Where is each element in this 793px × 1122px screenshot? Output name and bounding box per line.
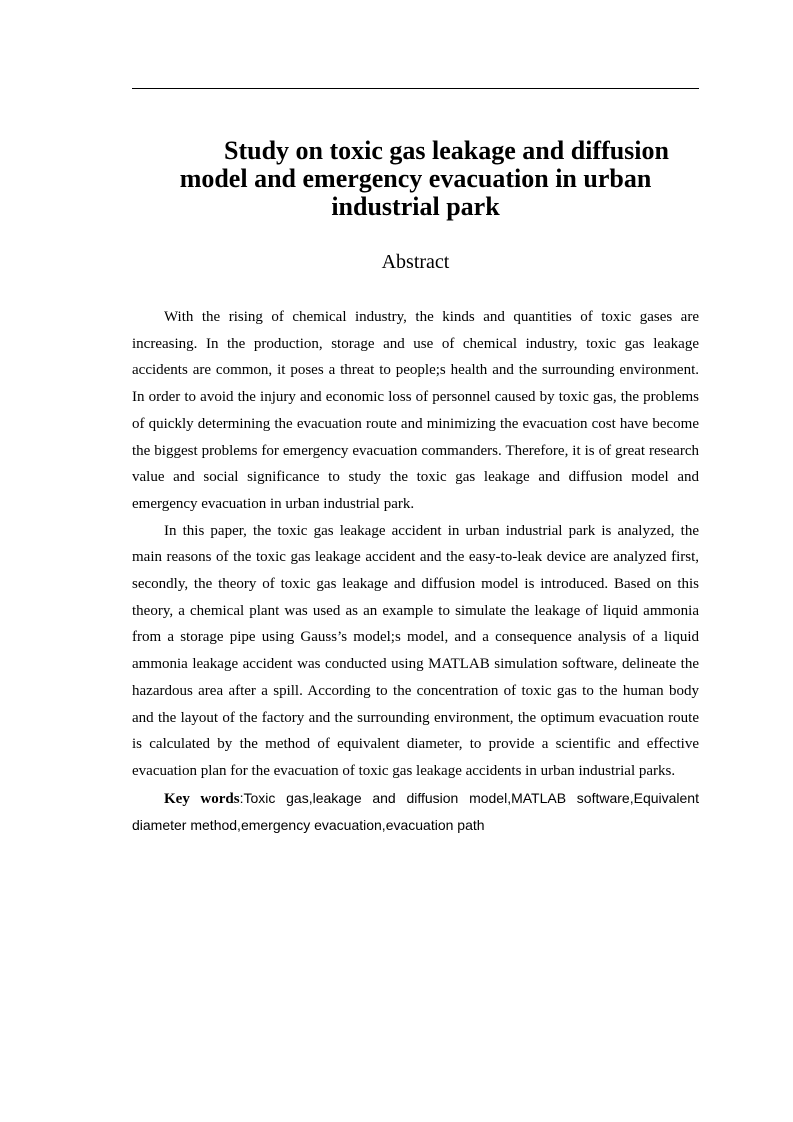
abstract-heading: Abstract — [381, 251, 450, 273]
keywords-text: :Toxic gas,leakage and diffusion model,MATLAB software,Equivalent diameter method,emergency evacuation,evacuation path — [132, 789, 699, 834]
abstract-paragraph-2: In this paper, the toxic gas leakage accident in urban industrial park is analyzed, the main reasons of the toxic gas leakage accident and the easy-to-leak device are analyzed first, secondly, the theory of toxic gas leakage and diffusion model is introduced. Based on this theory, a chemical plant was used as an example to simulate the leakage of liquid ammonia from a storage pipe using Gauss’s model;s model, and a consequence analysis of a liquid ammonia leakage accident was conducted using MATLAB simulation software, delineate the hazardous area after a spill. According to the concentration of toxic gas to the human body and the layout of the factory and the surrounding environment, the optimum evacuation route is calculated by the method of equivalent diameter, to provide a scientific and effective evacuation plan for the evacuation of toxic gas leakage accidents in urban industrial parks. — [132, 522, 699, 779]
header-rule — [132, 88, 699, 89]
title-line-3: industrial park — [331, 192, 500, 221]
keywords-label: Key words — [164, 790, 240, 807]
keywords-paragraph — [132, 785, 699, 840]
title-line-1: Study on toxic gas leakage and diffusion — [224, 136, 669, 165]
abstract-body — [132, 304, 699, 840]
abstract-paragraph-1: With the rising of chemical industry, the kinds and quantities of toxic gases are increasing. In the production, storage and use of chemical industry, toxic gas leakage accidents are common, it poses a threat to people;s health and the surrounding environment. In order to avoid the injury and economic loss of personnel caused by toxic gas, the problems of quickly determining the evacuation route and minimizing the evacuation cost have become the biggest problems for emergency evacuation commanders. Therefore, it is of great research value and social significance to study the toxic gas leakage and diffusion model and emergency evacuation in urban industrial park. — [132, 309, 699, 512]
paper-title — [132, 137, 699, 221]
title-line-2: model and emergency evacuation in urban — [179, 164, 652, 193]
